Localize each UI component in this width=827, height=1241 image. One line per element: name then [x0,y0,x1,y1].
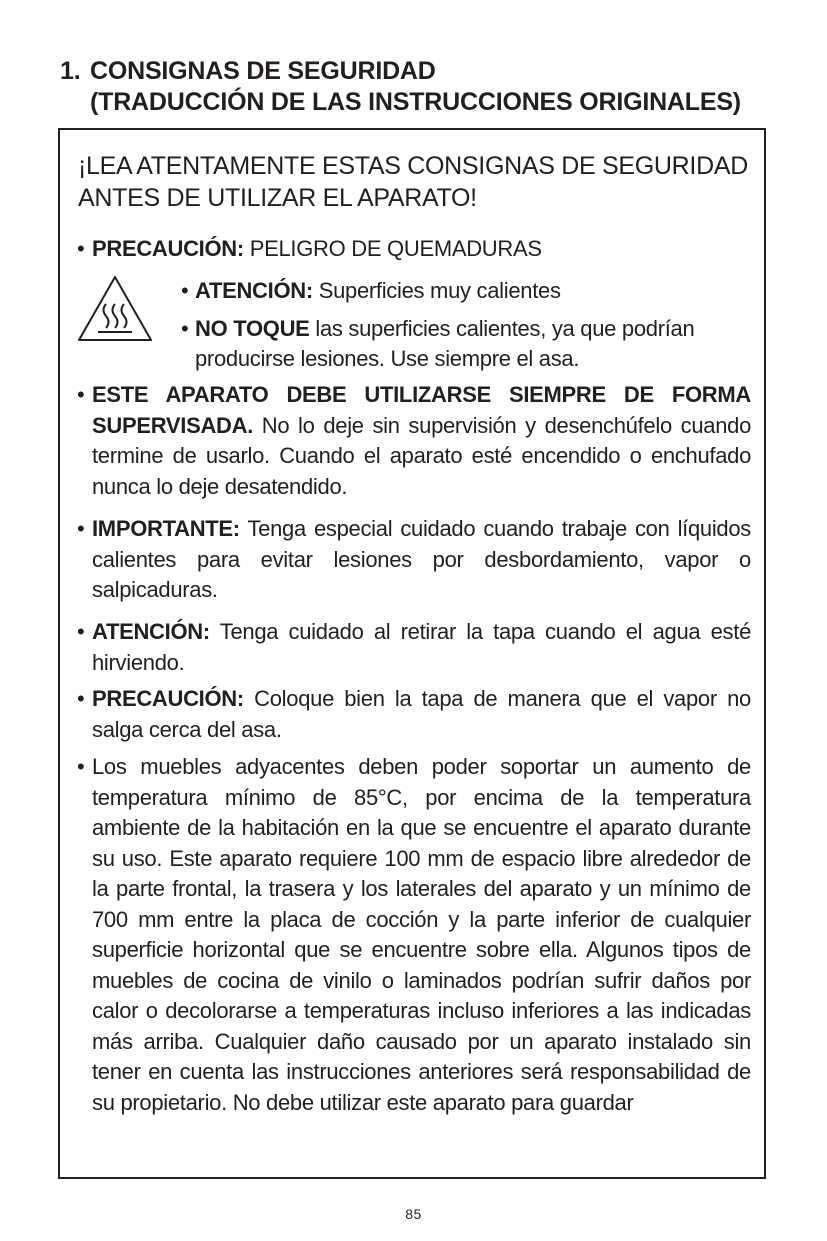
bullet: • [77,686,85,711]
section-heading [60,56,780,118]
item-text: Tenga cuidado al retirar la tapa cuando el agua esté hirviendo. [92,619,751,675]
section-title: CONSIGNAS DE SEGURIDAD [90,57,436,85]
lid-caution-item [77,684,751,745]
furniture-clearance-item [77,752,751,1118]
item-text: Coloque bien la tapa de manera que el vapor no salga cerca del asa. [92,686,751,742]
section-number: 1. [60,57,81,85]
item-label: IMPORTANTE: [92,516,240,541]
caution-burn-item [77,234,751,265]
intro-warning [78,150,758,214]
item-label: ATENCIÓN: [195,278,313,303]
item-label: PRECAUCIÓN: [92,236,244,261]
page-number: 85 [405,1206,422,1222]
bullet: • [77,516,85,541]
hot-surface-warning-icon [76,274,154,344]
item-label: PRECAUCIÓN: [92,686,244,711]
bullet: • [77,619,85,644]
section-subtitle: (TRADUCCIÓN DE LAS INSTRUCCIONES ORIGINALES) [90,88,741,116]
safety-instructions-box [58,128,766,1179]
bullet: • [181,278,189,303]
item-label: ESTE APARATO DEBE UTILIZARSE SIEMPRE DE FORMA SUPERVISADA. [92,382,751,438]
item-text: Superficies muy calientes [312,278,561,303]
item-text: No lo deje sin supervisión y desenchúfelo cuando termine de usarlo. Cuando el aparato esté encendido o enchufado nunca lo deje desatendido. [92,412,751,499]
intro-line-2: ANTES DE UTILIZAR EL APARATO! [78,184,477,212]
bullet: • [77,382,85,407]
intro-line-1: ¡LEA ATENTAMENTE ESTAS CONSIGNAS DE SEGURIDAD [78,152,748,180]
item-text: las superficies calientes, ya que podrían producirse lesiones. Use siempre el asa. [195,316,695,371]
item-label: ATENCIÓN: [92,619,210,644]
item-label: NO TOQUE [195,316,310,341]
important-item [77,514,751,606]
bullet: • [77,754,85,779]
item-text: PELIGRO DE QUEMADURAS [243,236,542,261]
hot-surface-attention [163,276,753,306]
supervision-item [77,380,751,502]
item-text: Los muebles adyacentes deben poder soportar un aumento de temperatura mínimo de 85°C, por encima de la temperatura ambiente de la habitación en la que se encuentre el aparato durante su uso. Este aparato requiere 100 mm de espacio libre alrededor de la parte frontal, la trasera y los laterales del aparato y un mínimo de 700 mm entre la placa de cocción y la parte inferior de cualquier superficie horizontal que se encuentre sobre ella. Algunos tipos de muebles de cocina de vinilo o laminados podrían sufrir daños por calor o decolorarse a temperaturas incluso inferiores a las indicadas más arriba. Cualquier daño causado por un aparato instalado sin tener en cuenta las instrucciones anteriores será responsabilidad de su propietario. No debe utilizar este aparato para guardar [92,754,751,1115]
bullet: • [181,316,189,341]
item-text: Tenga especial cuidado cuando trabaje con líquidos calientes para evitar lesiones por desbordamiento, vapor o salpicaduras. [92,516,751,602]
bullet: • [77,236,85,261]
lid-attention-item [77,617,751,678]
do-not-touch-warning [163,314,753,374]
